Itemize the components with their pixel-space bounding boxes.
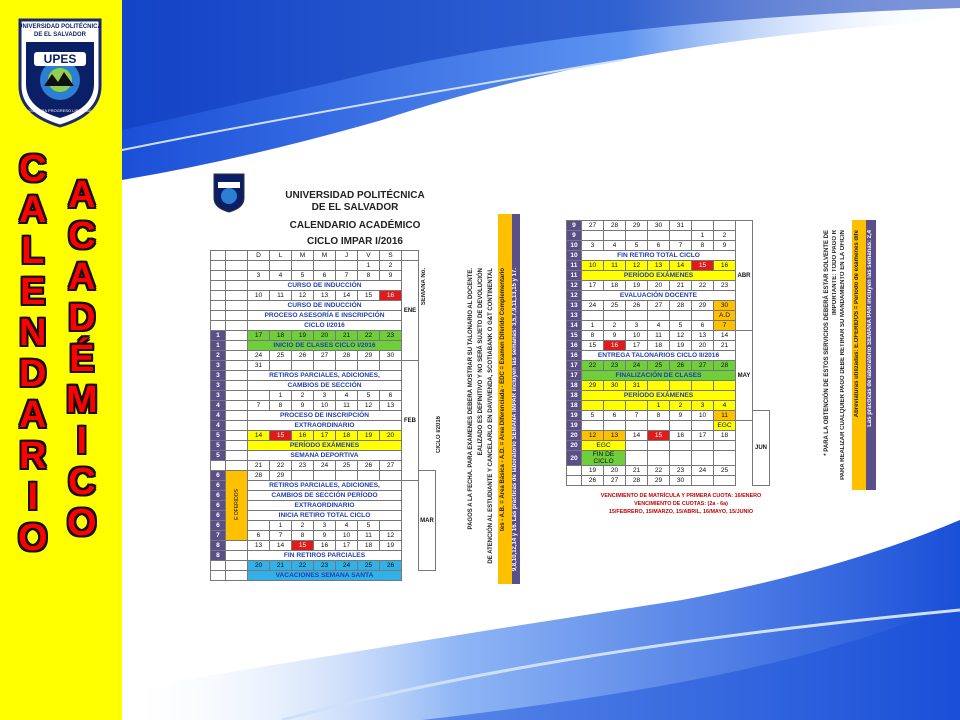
day-header: M — [292, 251, 314, 261]
month-label: JUN — [754, 445, 767, 451]
letter: I — [76, 420, 88, 462]
upes-logo — [16, 16, 104, 128]
side-note: PAGOS A LA FECHA. PARA EXÁMENES DEBERÁ MOSTRAR SU TALONARIO AL DOCENTE. — [468, 268, 474, 530]
side-note: EALIZADO ES DEFINITIVO Y NO SERÁ SUJETO DE DEVOLUCIÓN — [478, 268, 484, 456]
letter: C — [19, 148, 47, 190]
letter: I — [27, 476, 39, 518]
day-header: S — [380, 251, 402, 261]
letter: D — [68, 297, 96, 339]
event: CICLO I/2016 — [248, 321, 402, 331]
event: CAMBIOS DE SECCIÓN — [248, 381, 402, 391]
event: INICIO DE CLASES CICLO I/2016 — [248, 341, 402, 351]
letter: C — [68, 461, 96, 503]
day-header: L — [270, 251, 292, 261]
payment-note-line: VENCIMIENTO DE MATRÍCULA Y PRIMERA CUOTA: 16/ENERO — [600, 493, 762, 499]
week-header-label: SEMANA No. — [421, 268, 427, 306]
doc-cycle-title: CICLO IMPAR I/2016 — [307, 236, 403, 247]
side-note: PARA REALIZAR CUALQUIER PAGO DEBE RETIRAR SU MANDAMIENTO EN LA OFICIN — [840, 230, 846, 480]
day-header: J — [336, 251, 358, 261]
calendar-scan-left — [210, 168, 520, 586]
letter: O — [18, 517, 48, 559]
letter: C — [68, 215, 96, 257]
month-label: ENE — [403, 307, 417, 314]
calendar-table-left: D L M M J V S 1 2 ENE 3 4 5 6 7 8 9 CURSO DE INDUCCIÓN 10 11 12 13 14 15 16 CURSO DE INDUCCIÓN PROCESO ASESORÍA E INSCRIPCIÓN CICLO I/2016 1 17 18 19 20 21 22 23 1 INICIO DE CLASES CICLO I/2016 2 24 25 26 27 28 29 30 3 31 FEB 3 RETIROS PARCIALES, ADICIONES, 3 CAMBIOS DE SECCIÓN 3 1 2 3 4 5 6 4 7 8 9 10 11 12 13 4 PROCESO DE INSCRIPCIÓN 4 EXTRAORDINARIO 5 14 15 16 17 18 19 20 5 PERÍODO EXÁMENES 5 SEMANA DEPORTIVA 21 22 23 24 25 26 27 6 E OFERIDOS 28 29 MAR 6 RETIROS PARCIALES, ADICIONES, 6 CAMBIOS DE SECCIÓN PERÍODO 6 EXTRAORDINARIO 6 INICIA RETIRO TOTAL CICLO 6 1 2 3 4 5 7 6 7 8 9 10 11 12 8 13 14 15 16 17 18 19 8 FIN RETIROS PARCIALES 20 21 22 23 24 25 26 VACACIONES SEMANA SANTA — [210, 250, 436, 581]
logo-acronym: UPES — [43, 52, 77, 66]
side-note: * PARA LA OBTENCIÓN DE ESTOS SERVICIOS DEBERÁ ESTAR SOLVENTE DE — [824, 230, 830, 456]
letter: É — [69, 338, 95, 380]
payment-note-line: VENCIMIENTO DE CUOTAS: (2a - 6a) — [634, 501, 728, 507]
letter: A — [68, 174, 96, 216]
doc-university-line2: DE EL SALVADOR — [311, 202, 399, 213]
word-academico — [66, 176, 98, 545]
side-note: Abreviaturas utilizadas: E.OFERIDOS = Período de exámenes dife — [854, 230, 860, 418]
end-of-cycle-label: FIN DE CICLO — [582, 451, 626, 466]
event: PROCESO DE INSCRIPCIÓN — [248, 411, 402, 421]
event: EVALUACIÓN DOCENTE — [582, 291, 736, 301]
calendar-scan-right — [566, 210, 880, 530]
side-note: 9,8,10,12,14 y 16. Las prácticas de laboratorio SEMANA IMPAR incluyen las semanas: 3,5,7,9,11,13,15 y 17. — [512, 268, 518, 572]
side-note: IMPORTANTE: TODO PAGO R — [832, 230, 838, 315]
payment-notes — [566, 492, 796, 516]
event: VACACIONES SEMANA SANTA — [248, 571, 402, 581]
logo-motto: CULTURA PROGRESO LIBERTAD — [28, 108, 92, 113]
letter: A — [19, 189, 47, 231]
title-sidebar — [0, 0, 122, 720]
letter: L — [21, 230, 45, 272]
month-label: FEB — [404, 417, 416, 424]
day-header: D — [248, 251, 270, 261]
side-note: DE ATENCIÓN AL ESTUDIANTE Y CANCELARLO EN DAVIVIENDA, SCOTIABANK O G&T CONTINENTAL — [488, 268, 494, 564]
egc-label: EGC — [714, 421, 736, 431]
egc-label: EGC — [582, 441, 626, 451]
cycle-label: CICLO I/2016 — [436, 416, 442, 454]
letter: D — [19, 353, 47, 395]
event: CAMBIOS DE SECCIÓN PERÍODO — [248, 491, 402, 501]
event: PERÍODO EXÁMENES — [248, 441, 402, 451]
event: CURSO DE INDUCCIÓN — [248, 281, 402, 291]
event: INICIA RETIRO TOTAL CICLO — [248, 511, 402, 521]
event: PROCESO ASESORÍA E INSCRIPCIÓN — [248, 311, 402, 321]
event: EXTRAORDINARIO — [248, 421, 402, 431]
event: FINALIZACIÓN DE CLASES — [582, 371, 736, 381]
letter: E — [20, 271, 46, 313]
letter: A — [68, 256, 96, 298]
month-label: MAY — [737, 372, 751, 379]
letter: N — [19, 312, 47, 354]
doc-calendar-title: CALENDARIO ACADÉMICO — [289, 220, 421, 231]
event: FIN RETIROS PARCIALES — [248, 551, 402, 561]
ad-note: A.D — [714, 311, 736, 321]
letter: A — [19, 394, 47, 436]
event: FIN RETIRO TOTAL CICLO — [582, 251, 736, 261]
event: RETIROS PARCIALES, ADICIONES, — [248, 371, 402, 381]
event: ENTREGA TALONARIOS CICLO II/2016 — [582, 351, 736, 361]
word-calendario — [18, 150, 48, 560]
doc-university-line1: UNIVERSIDAD POLITÉCNICA — [285, 190, 425, 201]
side-note: tes - A.B. = Área Básica - A.D. = Área Diferenciada - EDC = Examen Diferido Complementario — [500, 268, 506, 532]
event: PERÍODO EXÁMENES — [582, 271, 736, 281]
day-header: V — [358, 251, 380, 261]
calendar-table-right: 9 27 28 29 30 31 ABR 9 1 2 10 3 4 5 6 7 8 9 10 FIN RETIRO TOTAL CICLO 11 10 11 12 13 14 15 16 11 PERÍODO EXÁMENES 12 17 18 19 20 21 22 23 12 EVALUACIÓN DOCENTE 13 24 25 26 27 28 29 30 13 A.D 14 1 2 3 4 5 6 7 15 8 9 10 11 12 13 14 MAY 16 15 16 17 18 19 20 21 16 ENTREGA TALONARIOS CICLO II/2016 17 22 23 24 25 26 27 28 17 FINALIZACIÓN DE CLASES 18 29 30 31 18 PERÍODO EXÁMENES 18 1 2 3 4 19 5 6 7 8 9 10 11 JUN 19 EGC 20 12 13 14 15 16 17 18 20 EGC 20 FIN DE CICLO 19 20 21 22 23 24 25 26 27 28 29 30 — [566, 220, 770, 486]
letter: M — [66, 379, 98, 421]
event: SEMANA DEPORTIVA — [248, 451, 402, 461]
event: RETIROS PARCIALES, ADICIONES, — [248, 481, 402, 491]
month-label: ABR — [737, 272, 751, 279]
payment-note-line: 15/FEBRERO, 15/MARZO, 15/ABRIL, 16/MAYO, 15/JUNIO — [608, 509, 754, 515]
event: PERÍODO EXÁMENES — [582, 391, 736, 401]
month-label: MAR — [420, 517, 434, 524]
event: CURSO DE INDUCCIÓN — [248, 301, 402, 311]
upes-small-logo — [212, 172, 246, 214]
letter: R — [19, 435, 47, 477]
side-note: Las prácticas de laboratorio SEMANA PAR incluyen las semanas: 2,4 — [867, 230, 873, 427]
exam-note: E OFERIDOS — [233, 489, 240, 520]
day-header: M — [314, 251, 336, 261]
logo-line1: UNIVERSIDAD POLITÉCNICA — [18, 24, 102, 30]
letter: O — [67, 502, 97, 544]
event: EXTRAORDINARIO — [248, 501, 402, 511]
logo-line2: DE EL SALVADOR — [33, 32, 87, 38]
